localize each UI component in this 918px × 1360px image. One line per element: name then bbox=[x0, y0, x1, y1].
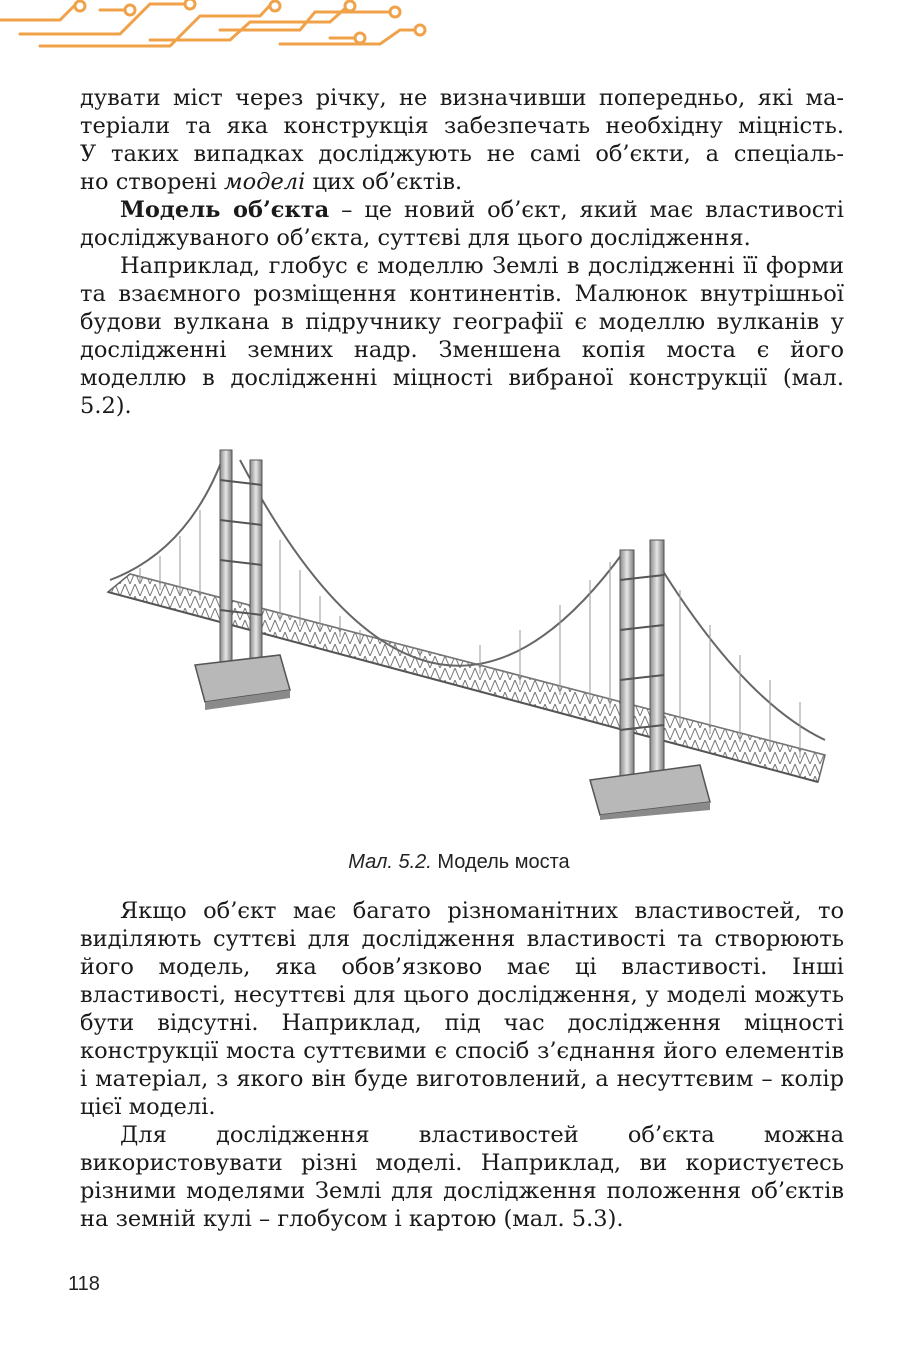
intro-line-3: У таких випадках досліджують не самі об’єкти, а спеціаль- bbox=[80, 141, 844, 167]
intro-line-4-start: но створені bbox=[80, 169, 225, 195]
definition-text: – це новий об’єкт, який має властивості досліджуваного об’єкта, суттєві для цього дослідження. bbox=[80, 197, 844, 251]
figure-caption-ref: Мал. 5.2. bbox=[348, 851, 432, 873]
intro-line-4-end: цих об’єктів. bbox=[305, 169, 463, 195]
page-number: 118 bbox=[68, 1273, 100, 1295]
circuit-decoration-icon bbox=[0, 0, 430, 48]
example-paragraph: Наприклад, глобус є моделлю Землі в дослідженні її форми та взаємного розміщення континентів. Малюнок внутрішньої будови вулкана в підручнику географії є моделлю вулканів у дослідженні земних надр. Зменшена копія моста є його моделлю в дослідженні міцності вибраної конструкції (мал. 5.2). bbox=[80, 253, 844, 419]
text-block-upper bbox=[80, 84, 844, 420]
intro-emphasis: моделі bbox=[224, 169, 306, 195]
intro-line-2: теріали та яка конструкція забезпечать необхідну міцність. bbox=[80, 113, 844, 139]
models-paragraph: Для дослідження властивостей об’єкта можна використовувати різні моделі. Наприклад, ви користуєтесь різними моделями Землі для дослідження положення об’єктів на земній кулі – глобусом і картою (мал. 5.3). bbox=[80, 1122, 844, 1232]
text-block-lower bbox=[80, 897, 844, 1233]
bridge-model-image bbox=[100, 440, 830, 820]
properties-paragraph: Якщо об’єкт має багато різноманітних властивостей, то виділяють суттєві для дослідження властивості та створюють його модель, яка обов’язково має ці властивості. Інші властивості, несуттєві для цього дослідження, у моделі можуть бути відсутні. Наприклад, під час дослідження міцності конструкції моста суттєвими є спосіб з’єднання його елементів і матеріал, з якого він буде виготовлений, а несуттєвим – колір цієї моделі. bbox=[80, 898, 844, 1120]
figure-caption bbox=[0, 851, 918, 874]
intro-paragraph bbox=[80, 84, 844, 168]
intro-line-1: дувати міст через річку, не визначивши попередньо, які ма- bbox=[80, 85, 844, 111]
definition-paragraph bbox=[80, 196, 844, 252]
figure-caption-text: Модель моста bbox=[431, 851, 570, 873]
intro-last-line bbox=[80, 168, 844, 196]
definition-term: Модель об’єкта bbox=[120, 197, 330, 223]
